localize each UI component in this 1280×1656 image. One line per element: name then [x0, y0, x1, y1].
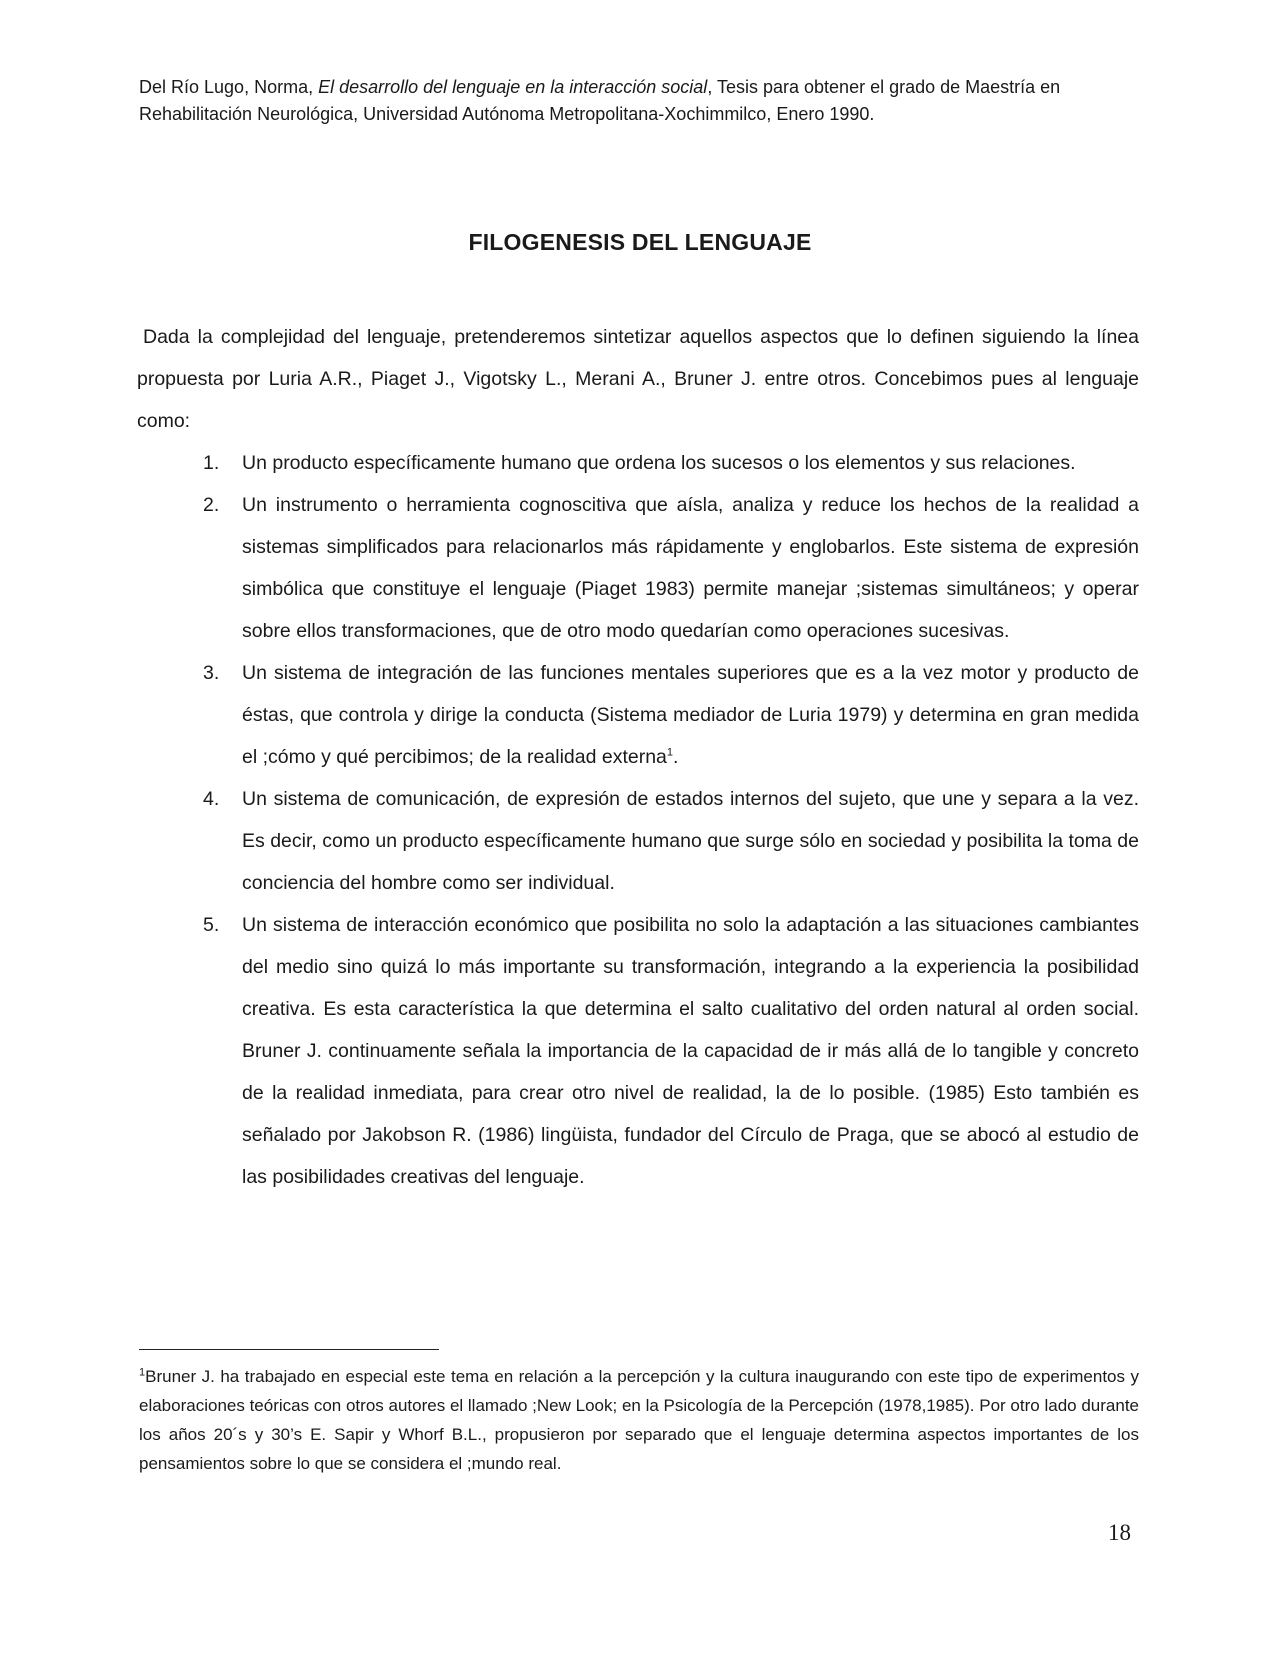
- list-item-number: 5.: [203, 914, 220, 936]
- list-item-number: 3.: [203, 662, 220, 684]
- page-number: 18: [1108, 1520, 1131, 1545]
- list-item-text-end: .: [673, 746, 679, 768]
- list-item: [137, 904, 1139, 1198]
- list-item: [137, 652, 1139, 778]
- main-body: [137, 316, 1139, 1198]
- citation-prefix: Del Río Lugo, Norma,: [139, 77, 319, 97]
- footnote-text: Bruner J. ha trabajado en especial este tema en relación a la percepción y la cultura inaugurando con este tipo de experimentos y elaboraciones teóricas con otros autores el llamado ;New Look; en la Psicología de la Percepción (1978,1985). Por otro lado durante los años 20´s y 30’s E. Sapir y Whorf B.L., propusieron por separado que el lenguaje determina aspectos importantes de los pensamientos sobre lo que se considera el ;mundo real.: [139, 1367, 1139, 1473]
- list-item-text: Un sistema de comunicación, de expresión de estados internos del sujeto, que une y separa a la vez. Es decir, como un producto específicamente humano que surge sólo en sociedad y posibilita la toma de conciencia del hombre como ser individual.: [242, 788, 1139, 894]
- citation-header: [139, 74, 1149, 128]
- list-item-number: 1.: [203, 452, 220, 474]
- definitions-list: [137, 442, 1139, 1198]
- footnote-reference[interactable]: 1: [666, 746, 674, 759]
- list-item-text: Un sistema de interacción económico que posibilita no solo la adaptación a las situaciones cambiantes del medio sino quizá lo más importante su transformación, integrando a la experiencia la posibilidad creativa. Es esta característica la que determina el salto cualitativo del orden natural al orden social. Bruner J. continuamente señala la importancia de la capacidad de ir más allá de lo tangible y concreto de la realidad inmediata, para crear otro nivel de realidad, la de lo posible. (1985) Esto también es señalado por Jakobson R. (1986) lingüista, fundador del Círculo de Praga, que se abocó al estudio de las posibilidades creativas del lenguaje.: [242, 914, 1139, 1188]
- list-item-text: Un producto específicamente humano que ordena los sucesos o los elementos y sus relaciones.: [242, 452, 1076, 474]
- list-item: [137, 778, 1139, 904]
- citation-work-title: El desarrollo del lenguaje en la interacción social: [318, 77, 708, 97]
- citation-suffix: , Tesis para obtener el grado de Maestría en Rehabilitación Neurológica, Universidad Autónoma Metropolitana-Xochimmilco, Enero 1990.: [139, 77, 1061, 124]
- list-item-text: Un sistema de integración de las funciones mentales superiores que es a la vez motor y producto de éstas, que controla y dirige la conducta (Sistema mediador de Luria 1979) y determina en gran medida el ;cómo y qué percibimos; de la realidad externa: [242, 662, 1139, 768]
- footnote-separator: [139, 1349, 439, 1350]
- list-item-number: 2.: [203, 494, 220, 516]
- list-item-text: Un instrumento o herramienta cognoscitiva que aísla, analiza y reduce los hechos de la realidad a sistemas simplificados para relacionarlos más rápidamente y englobarlos. Este sistema de expresión simbólica que constituye el lenguaje (Piaget 1983) permite manejar ;sistemas simultáneos; y operar sobre ellos transformaciones, que de otro modo quedarían como operaciones sucesivas.: [242, 494, 1139, 642]
- list-item: [137, 442, 1139, 484]
- list-item-number: 4.: [203, 788, 220, 810]
- footnote: [139, 1362, 1139, 1478]
- intro-paragraph: Dada la complejidad del lenguaje, pretenderemos sintetizar aquellos aspectos que lo definen siguiendo la línea propuesta por Luria A.R., Piaget J., Vigotsky L., Merani A., Bruner J. entre otros. Concebimos pues al lenguaje como:: [137, 326, 1139, 432]
- list-item: [137, 484, 1139, 652]
- footnote-marker: 1: [139, 1366, 146, 1379]
- section-title: FILOGENESIS DEL LENGUAJE: [468, 229, 812, 255]
